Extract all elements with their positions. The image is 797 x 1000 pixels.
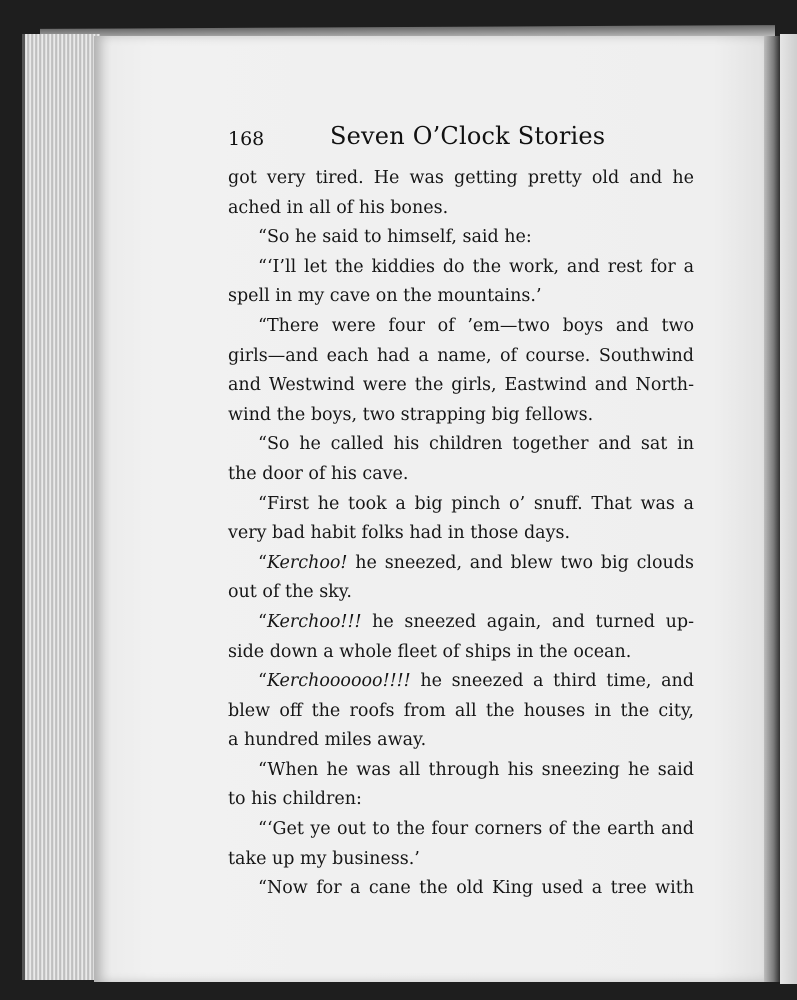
text-line: a hundred miles away. xyxy=(228,730,427,751)
text-line-post: he sneezed again, and turned up- xyxy=(361,611,694,632)
text-line: “Now for a cane the old King used a tree with xyxy=(258,878,694,899)
text-line: out of the sky. xyxy=(228,582,352,603)
text-line: take up my business.’ xyxy=(228,848,420,869)
text-line: “‘Get ye out to the four corners of the earth and xyxy=(258,819,694,840)
text-line-pre: “ xyxy=(258,611,267,632)
text-line xyxy=(228,549,694,579)
text-line: ached in all of his bones. xyxy=(228,197,449,218)
text-line: got very tired. He was getting pretty old and he xyxy=(228,168,694,188)
facing-page-edge xyxy=(780,34,797,984)
text-line-pre: “ xyxy=(258,671,267,692)
text-line: blew off the roofs from all the houses in the city, xyxy=(228,700,694,721)
text-line: “When he was all through his sneezing he said xyxy=(258,759,694,780)
body-text xyxy=(228,164,694,904)
page-header xyxy=(228,122,698,156)
italic-exclamation: Kerchoo! xyxy=(266,552,348,573)
text-line: “So he said to himself, said he: xyxy=(258,227,532,248)
text-line: to his children: xyxy=(228,789,362,810)
text-line: side down a whole fleet of ships in the ocean. xyxy=(228,641,632,662)
page-number: 168 xyxy=(228,128,265,150)
text-line: very bad habit folks had in those days. xyxy=(228,523,571,544)
text-line: girls—and each had a name, of course. Southwind xyxy=(228,345,694,366)
text-line: and Westwind were the girls, Eastwind and North- xyxy=(228,375,694,396)
page-stack-edge xyxy=(22,34,100,980)
text-line xyxy=(228,667,694,697)
text-line xyxy=(228,608,694,638)
text-line: wind the boys, two strapping big fellows. xyxy=(228,404,594,425)
text-line-post: he sneezed a third time, and xyxy=(410,671,694,692)
text-line: “There were four of ’em—two boys and two xyxy=(258,315,694,336)
italic-exclamation: Kerchoooooo!!!! xyxy=(266,671,411,692)
text-line: “First he took a big pinch o’ snuff. That was a xyxy=(258,493,694,514)
text-line: the door of his cave. xyxy=(228,463,409,484)
text-line: “So he called his children together and sat in xyxy=(258,434,694,455)
book-gutter xyxy=(764,36,780,982)
running-title: Seven O’Clock Stories xyxy=(330,122,606,150)
text-line: “‘I’ll let the kiddies do the work, and rest for a xyxy=(258,256,694,277)
text-line-pre: “ xyxy=(258,552,267,573)
text-line-post: he sneezed, and blew two big clouds xyxy=(347,552,694,573)
italic-exclamation: Kerchoo!!! xyxy=(266,611,362,632)
text-line: spell in my cave on the mountains.’ xyxy=(228,286,542,307)
